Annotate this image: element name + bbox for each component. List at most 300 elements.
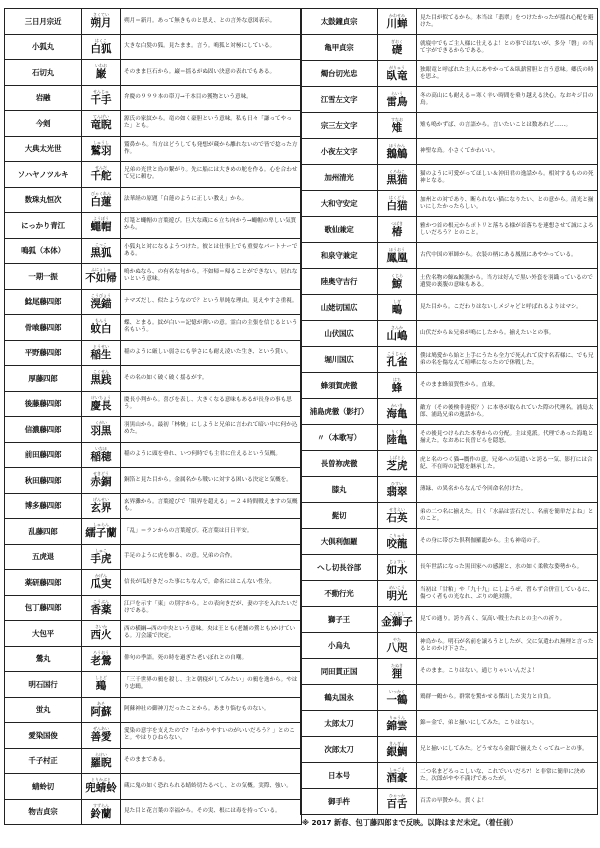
alias-cell <box>82 748 121 774</box>
sword-name: 髭切 <box>301 503 378 529</box>
alias-cell <box>378 9 417 35</box>
alias-reading: かわせみ <box>389 12 405 18</box>
sword-name: 浦島虎徹（影打） <box>301 399 378 425</box>
alias-name: 玄界 <box>90 501 112 514</box>
sword-name: 太鼓鐘貞宗 <box>301 9 378 35</box>
alias-reading: すずらん <box>92 802 110 808</box>
alias-description: 銅箔と見た目から。金属名から戦いに対する困いる決定と気概を。 <box>121 468 302 494</box>
alias-reading: しゅうし <box>93 139 109 145</box>
alias-cell <box>378 87 417 113</box>
table-row <box>5 34 302 60</box>
alias-name: 阿蘇 <box>90 705 112 718</box>
sword-name: 陸奥守吉行 <box>301 269 378 295</box>
sword-name: 三日月宗近 <box>5 9 82 35</box>
alias-reading: けいちょう <box>91 394 111 400</box>
sword-name: 亀甲貞宗 <box>301 35 378 61</box>
alias-cell <box>82 340 121 366</box>
sword-name: 明石国行 <box>5 672 82 698</box>
table-row <box>301 711 598 737</box>
alias-description: 西の横綱→西の中央という意味。央は王とも(老舗の鶯とも)かけている。刀会議で決定。 <box>121 621 302 647</box>
table-row <box>301 737 598 763</box>
alias-name: 羽黒 <box>90 425 112 438</box>
table-row <box>301 321 598 347</box>
alias-cell <box>82 9 121 35</box>
table-row <box>5 60 302 86</box>
table-row <box>5 621 302 647</box>
alias-reading: やた <box>393 636 401 642</box>
table-row <box>5 136 302 162</box>
alias-description: 虎と名のつく猫→贋作の意。兄弟への気遣いと誇る一気、影打には合紀、不在時の記憶を継承した。 <box>417 451 598 477</box>
alias-reading: いっかく <box>389 688 405 694</box>
alias-description: そのまま巨石から。巌＝揺るがぬ固い決意の表れでもある。 <box>121 60 302 86</box>
alias-description: 当初は「甘粕」や「九十九」にしようぜ、習らず合併宣しているに、傷つく者もの光なれ、ぶりの絶対勝。 <box>417 581 598 607</box>
alias-reading: りゅうん <box>389 714 405 720</box>
sword-name: 秋田藤四郎 <box>5 468 82 494</box>
alias-reading: こうじゃく <box>387 350 407 356</box>
alias-name: 蠅帽 <box>90 221 112 234</box>
alias-cell <box>82 187 121 213</box>
alias-cell <box>82 136 121 162</box>
table-row <box>301 581 598 607</box>
alias-cell <box>378 607 417 633</box>
sword-name: へし切長谷部 <box>301 555 378 581</box>
table-row <box>5 748 302 774</box>
left-column <box>4 8 302 825</box>
alias-name: 八咫 <box>386 641 408 654</box>
alias-name: 錦雲 <box>386 719 408 732</box>
alias-name: 赤銅 <box>90 476 112 489</box>
alias-name: 瓜実 <box>90 578 112 591</box>
alias-description: 見ての通り。誇り高く、気高い戦士たれとの主への祈り。 <box>417 607 598 633</box>
table-row <box>301 87 598 113</box>
sword-name: 日本号 <box>301 763 378 789</box>
alias-cell <box>82 315 121 341</box>
alias-name: 滉錨 <box>90 297 112 310</box>
sword-name: 後藤藤四郎 <box>5 391 82 417</box>
sword-name: 厚藤四郎 <box>5 366 82 392</box>
footnote: ※ 2017 新春、包丁藤四郎まで反映。以降はまだ未定。（着任前） <box>302 818 518 827</box>
alias-description: 羽黒山から。最初「林檎」にしようと兄弟に言われて暗い中に何か込めた。 <box>121 417 302 443</box>
alias-reading: ほうおう <box>389 246 405 252</box>
table-row <box>301 659 598 685</box>
alias-name: 山嶋 <box>386 329 408 342</box>
alias-description: 源氏の家紋から。竜の如く豪胆という意味。私も日々「謙ってやった」とも。 <box>121 111 302 137</box>
sword-name: 鳴狐（本体） <box>5 238 82 264</box>
table-row <box>5 697 302 723</box>
table-row <box>301 295 598 321</box>
sword-name: 〃（本歌写） <box>301 425 378 451</box>
table-row <box>301 789 598 815</box>
alias-name: 竜睨 <box>90 119 112 132</box>
right-column <box>300 8 598 815</box>
alias-name: 黒猫 <box>386 173 408 186</box>
sword-name: 薬研藤四郎 <box>5 570 82 596</box>
alias-name: 白蓮 <box>90 195 112 208</box>
alias-cell <box>378 321 417 347</box>
alias-name: 石英 <box>386 511 408 524</box>
alias-description: 鳴かぬなら、の有名な句から。不如帰＝帰ることができない。居れないという意味。 <box>121 264 302 290</box>
alias-reading: せんじゅ <box>93 88 109 94</box>
table-row <box>301 373 598 399</box>
table-row <box>301 633 598 659</box>
alias-reading: さいか <box>95 624 107 630</box>
alias-reading: つばき <box>391 220 403 226</box>
alias-name: 鴫 <box>391 303 403 316</box>
sword-name: 平野藤四郎 <box>5 340 82 366</box>
alias-description: 土佐名物の鯨&鯨漁から。当方は好んで黒い外套を羽織っているので遺髪の裏腹の意味もある。 <box>417 269 598 295</box>
alias-cell <box>378 35 417 61</box>
alias-reading: はくどう <box>389 194 405 200</box>
alias-cell <box>82 264 121 290</box>
alias-cell <box>82 417 121 443</box>
alias-description: 小狐丸と対になるようつけた。彼とは仕事上でも重要なパートナーである。 <box>121 238 302 264</box>
alias-description: 朔月＝新月。あって無きものと思え、との言外な意図表示。 <box>121 9 302 35</box>
alias-reading: しとど <box>95 675 107 681</box>
sword-name: 堀川国広 <box>301 347 378 373</box>
table-row <box>301 503 598 529</box>
alias-cell <box>82 621 121 647</box>
alias-cell <box>378 685 417 711</box>
table-row <box>301 399 598 425</box>
alias-name: 鈴蘭 <box>90 807 112 820</box>
sword-name: 乱藤四郎 <box>5 519 82 545</box>
sword-name: 蛍丸 <box>5 697 82 723</box>
alias-description: 雅かつ首の根元からポトリと落ちる様が首落ちを連想させて誠によろしいだろう？とのこと。 <box>417 217 598 243</box>
sword-name: 鶯丸 <box>5 646 82 672</box>
alias-description: 見た目が似てるから。本当は「翡翠」をつけたかったが揺れ心配を避けた。 <box>417 9 598 35</box>
alias-cell <box>378 347 417 373</box>
alias-name: 咬龍 <box>386 537 408 550</box>
alias-reading: はち <box>393 376 401 382</box>
sword-name: 小狐丸 <box>5 34 82 60</box>
alias-name: 善愛 <box>90 731 112 744</box>
sword-name: 山姥切国広 <box>301 295 378 321</box>
alias-name: 雉 <box>391 121 403 134</box>
sword-name: 次郎太刀 <box>301 737 378 763</box>
alias-cell <box>82 111 121 137</box>
sword-name: 小夜左文字 <box>301 139 378 165</box>
table-row <box>301 9 598 35</box>
sword-name: 蜻蛉切 <box>5 774 82 800</box>
alias-cell <box>378 113 417 139</box>
alias-reading: きんぎょ <box>389 740 405 746</box>
sword-name: 同田貫正国 <box>301 659 378 685</box>
table-row <box>301 425 598 451</box>
alias-reading: しゅごう <box>389 766 405 772</box>
alias-description: 阿蘇神社の御神刀だったことから。あまり悩むものない。 <box>121 697 302 723</box>
alias-description: 「三千世界の鴉を殺し、主と朝寝がしてみたい」の鴉を逸から。やはり忠鵐。 <box>121 672 302 698</box>
sword-name: 骨喰藤四郎 <box>5 315 82 341</box>
alias-description: 薄緑、の異名からなんで今回命名付けた。 <box>417 477 598 503</box>
alias-description: 独眼竜と呼ばれた主人にあやかって＆臥薪嘗胆と言う意味。郷氏の時を思ふ。 <box>417 61 598 87</box>
alias-name: 椿 <box>391 225 403 238</box>
sword-name: 加州清光 <box>301 165 378 191</box>
table-row <box>301 113 598 139</box>
alias-description: 神烏から。明石が名前を譲ろうとしたが、父に気遣われ無理と言ったるとのかけ下さた。 <box>417 633 598 659</box>
table-row <box>301 243 598 269</box>
table-row <box>301 451 598 477</box>
alias-cell <box>378 269 417 295</box>
alias-name: 如水 <box>386 563 408 576</box>
alias-cell <box>82 468 121 494</box>
alias-name: 一鶴 <box>386 693 408 706</box>
alias-name: 蜂 <box>391 381 403 394</box>
alias-name: 繻子蘭 <box>85 527 117 540</box>
alias-cell <box>378 139 417 165</box>
alias-description: 愛染の意字を支えたので?「わかりやすいのがいいだろう？」とのこと。やはりひねらない。 <box>121 723 302 749</box>
alias-description: 法華経の原題「白蓮のように正しい教え」から。 <box>121 187 302 213</box>
alias-description: 手足のように虎を駆る、の意。兄弟の合作。 <box>121 544 302 570</box>
alias-cell <box>378 243 417 269</box>
alias-name: 孔雀 <box>386 355 408 368</box>
sword-name: 宗三左文字 <box>301 113 378 139</box>
alias-reading: もんう <box>95 318 107 324</box>
alias-name: 不如帰 <box>85 272 117 285</box>
table-row <box>5 646 302 672</box>
alias-reading: とうせい <box>93 343 109 349</box>
alias-description: 就寝中でもご主人様に仕えるよ！との事ではないが、多分「磐」の当て字ができるからである。 <box>417 35 598 61</box>
alias-reading: ふにょしゅ <box>91 267 111 273</box>
alias-name: 蚊白 <box>90 323 112 336</box>
sword-name: にっかり青江 <box>5 213 82 239</box>
table-row <box>301 529 598 555</box>
alias-name: 陸亀 <box>386 433 408 446</box>
alias-reading: はくこ <box>95 37 107 43</box>
alias-name: 鯨 <box>391 277 403 290</box>
alias-reading: げんせい <box>93 496 109 502</box>
sword-name: 五虎退 <box>5 544 82 570</box>
alias-description: 鶏群一鶴から。群衆を驚かせる傑出した実力と自負。 <box>417 685 598 711</box>
alias-description: 見た目と花言葉の幸福から。その実、根には毒を持っている。 <box>121 799 302 825</box>
alias-description: 見た目から。こだわりはないしメジャどと呼ばれるよりはマシ。 <box>417 295 598 321</box>
alias-name: 千舵 <box>90 170 112 183</box>
table-row <box>5 417 302 443</box>
alias-name: 白狐 <box>90 42 112 55</box>
alias-reading: あそ <box>97 700 105 706</box>
alias-cell <box>82 366 121 392</box>
alias-cell <box>82 570 121 596</box>
sword-name: 大包平 <box>5 621 82 647</box>
alias-cell <box>82 391 121 417</box>
sword-name: 獅子王 <box>301 607 378 633</box>
alias-reading: くじら <box>391 272 403 278</box>
sword-name: 歌仙兼定 <box>301 217 378 243</box>
alias-cell <box>378 659 417 685</box>
alias-reading: せんだ <box>95 165 107 171</box>
alias-cell <box>378 61 417 87</box>
alias-name: 鵐 <box>95 680 107 693</box>
alias-cell <box>378 555 417 581</box>
sword-name: 一期一振 <box>5 264 82 290</box>
alias-reading: とりかぶと <box>91 777 111 783</box>
alias-reading: りくき <box>391 428 403 434</box>
sword-name: 愛染国俊 <box>5 723 82 749</box>
table-row <box>301 555 598 581</box>
alias-name: 朔月 <box>90 17 112 30</box>
sword-name: 太郎太刀 <box>301 711 378 737</box>
sword-name: 岩融 <box>5 85 82 111</box>
sword-name: 鯰尾藤四郎 <box>5 289 82 315</box>
alias-reading: しゅらん <box>93 522 109 528</box>
sword-name: 江雪左文字 <box>301 87 378 113</box>
alias-reading: しばとら <box>389 454 405 460</box>
right-table <box>300 8 598 815</box>
alias-name: 老鶯 <box>90 654 112 667</box>
alias-description: 錦＝金で、弟と揃いにしてみた。こりはない。 <box>417 711 598 737</box>
alias-name: 百舌 <box>386 797 408 810</box>
alias-cell <box>82 697 121 723</box>
table-row <box>5 366 302 392</box>
alias-description: 玄界灘から。言葉遊びで「限界を超える」＝２４時間戦えますの気概も。 <box>121 493 302 519</box>
table-row <box>5 391 302 417</box>
alias-name: 酒豪 <box>386 771 408 784</box>
alias-cell <box>82 60 121 86</box>
alias-name: 巌 <box>95 68 107 81</box>
alias-reading: こんじし <box>389 610 405 616</box>
alias-description: 古代中国の軍師から。衣装の柄にある鳳凰にあやかっている。 <box>417 243 598 269</box>
alias-cell <box>82 442 121 468</box>
alias-name: 黒狐 <box>90 246 112 259</box>
alias-description: 加州との対であり、断られない猫になりたい、との意から。清光と揃いにしたかったらしい。 <box>417 191 598 217</box>
alias-cell <box>378 217 417 243</box>
alias-reading: ぜんあい <box>93 726 109 732</box>
alias-description: そのまま蜂須賀性から。直球。 <box>417 373 598 399</box>
alias-description: そのままである。 <box>121 748 302 774</box>
alias-name: 稲穂 <box>90 450 112 463</box>
alias-reading: ようぼう <box>93 216 109 222</box>
alias-reading: じょすい <box>389 558 405 564</box>
alias-reading: たぬき <box>391 662 403 668</box>
alias-reading: さくてい <box>93 12 109 18</box>
sword-name: 博多藤四郎 <box>5 493 82 519</box>
alias-reading: せきどう <box>93 471 109 477</box>
alias-cell <box>82 289 121 315</box>
alias-name: 狸 <box>391 667 403 680</box>
table-row <box>5 544 302 570</box>
alias-description: 百舌の早贄から。貫くよ！ <box>417 789 598 815</box>
alias-name: 黒践 <box>90 374 112 387</box>
alias-description: 稲のように頭を垂れ、いつ何時でも主君に仕えるという気概。 <box>121 442 302 468</box>
alias-reading: かいき <box>391 402 403 408</box>
alias-name: 礎 <box>391 43 403 56</box>
table-row <box>301 763 598 789</box>
alias-reading: こくせん <box>93 369 109 375</box>
alias-cell <box>378 477 417 503</box>
alias-reading: ぎおく <box>391 38 403 44</box>
alias-description: 鷲鼻から。当方はどうしても発想が蔵から離れないので皆で捻った方作。 <box>121 136 302 162</box>
alias-cell <box>82 519 121 545</box>
alias-description: その名の如く破く破く揺るがす。 <box>121 366 302 392</box>
table-row <box>5 595 302 621</box>
table-row <box>5 570 302 596</box>
alias-description: そのまま。こりはない。通じりゃいいんだよ！ <box>417 659 598 685</box>
alias-description: 稲のように厳しい弱さにも挙さにも耐え凌いた生き、という賞い。 <box>121 340 302 366</box>
sword-name: 物吉貞宗 <box>5 799 82 825</box>
alias-cell <box>82 162 121 188</box>
table-row <box>5 519 302 545</box>
alias-reading: こうぶん <box>93 598 109 604</box>
table-row <box>5 723 302 749</box>
table-row <box>5 213 302 239</box>
alias-cell <box>82 646 121 672</box>
alias-cell <box>82 34 121 60</box>
table-row <box>301 139 598 165</box>
alias-reading: くろねこ <box>389 168 405 174</box>
alias-name: 兜蜻蛉 <box>85 782 117 795</box>
sword-name: 千子村正 <box>5 748 82 774</box>
table-row <box>5 340 302 366</box>
alias-cell <box>378 425 417 451</box>
alias-description: 灯篭と蠅帽の言葉遊び。巨大な蔵に６立ち向かう→蠅帽の卑しい気質から。 <box>121 213 302 239</box>
alias-cell <box>82 544 121 570</box>
table-row <box>5 672 302 698</box>
table-row <box>5 162 302 188</box>
alias-description: 蝶、とまる。紋が白い＝記憶が薄いの意。霊白の主張を信じるという名もいう。 <box>121 315 302 341</box>
alias-cell <box>378 165 417 191</box>
alias-reading: くがい <box>95 420 107 426</box>
alias-reading: ろうおう <box>93 649 109 655</box>
table-row <box>301 61 598 87</box>
table-row <box>5 774 302 800</box>
alias-cell <box>378 399 417 425</box>
alias-name: 白猫 <box>386 199 408 212</box>
sword-name: 大和守安定 <box>301 191 378 217</box>
alias-name: 銀鯛 <box>386 745 408 758</box>
alias-cell <box>378 373 417 399</box>
alias-name: 手虎 <box>90 552 112 565</box>
sword-name: 前田藤四郎 <box>5 442 82 468</box>
alias-name: 臥竜 <box>386 69 408 82</box>
table-row <box>301 477 598 503</box>
alias-reading: すなお <box>391 116 403 122</box>
alias-description: 兄と揃いにしてみた。どうせなら金銀で揃えたくってねーとの事。 <box>417 737 598 763</box>
alias-reading: めいこう <box>389 584 405 590</box>
alias-name: 稲生 <box>90 348 112 361</box>
table-row <box>301 165 598 191</box>
alias-description: その身に帯びた倶利伽羅龍から。主も神竜の子。 <box>417 529 598 555</box>
alias-reading: らいう <box>391 90 403 96</box>
alias-description: 蔵に鬼の如く恐れられる蜻蛉切たるべし、との気概。実際、強い。 <box>121 774 302 800</box>
alias-description: ナマズだし、似たようなので？という単純な理由。見えやすさ重視。 <box>121 289 302 315</box>
alias-cell <box>378 529 417 555</box>
alias-cell <box>82 493 121 519</box>
sword-name: 膝丸 <box>301 477 378 503</box>
alias-description: 弟の二つ名に揃えた。日く「水晶は雲石だし、名前を簡単だよね」とのこと。 <box>417 503 598 529</box>
sword-name: 鶴丸国永 <box>301 685 378 711</box>
table-row <box>5 289 302 315</box>
alias-cell <box>82 799 121 825</box>
sword-name: ソハヤノツルキ <box>5 162 82 188</box>
alias-reading: せきえい <box>389 506 405 512</box>
alias-cell <box>82 723 121 749</box>
sword-name: 蜂須賀虎徹 <box>301 373 378 399</box>
sword-name: 大倶利伽羅 <box>301 529 378 555</box>
table-row <box>5 9 302 35</box>
alias-description: 「乱」＝ランからの言葉遊び。花言葉は日日平安。 <box>121 519 302 545</box>
table-row <box>5 111 302 137</box>
alias-reading: てんげい <box>93 114 109 120</box>
table-row <box>301 217 598 243</box>
alias-reading: さんか <box>391 324 403 330</box>
alias-description: 冬の高山にも耐える＝寒く辛い時間を乗り越える決心。なおキジ目の鳥。 <box>417 87 598 113</box>
alias-cell <box>82 213 121 239</box>
alias-name: 鳳凰 <box>386 251 408 264</box>
sword-name: 数珠丸恒次 <box>5 187 82 213</box>
alias-description: 山伏だから＆兄弟が鳴にしたから。揃えたいとの事。 <box>417 321 598 347</box>
alias-cell <box>378 711 417 737</box>
table-row <box>5 799 302 825</box>
alias-cell <box>378 295 417 321</box>
